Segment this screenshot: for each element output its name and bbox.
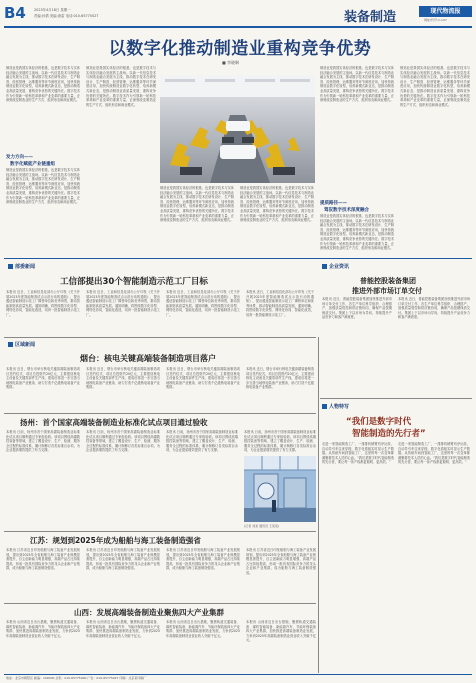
dept-news-label: 部委新闻 [15,264,36,270]
yantai-col-3: 本报讯 近日，烟台市举行核电关键高端装备制造项目签约仪式，项目总投资约20亿元，主要建设核电主设备及关键零部件生产线，建成后将进一步完善当地核电装备产业链条，助力打造千亿级核电装备产业集群。 [166,367,240,390]
yangzhou-col-2: 本报讯 日前，扬州市首个国家高端装备制造业标准化试点项目顺利通过专家组验收。该项目围绕高端数控装备等领域，建立了覆盖设计、生产、检测、服务全过程的标准体系，累计制修订各类标准百余项，为企业提质增效提供了有力支撑。 [86,430,160,453]
square-icon [8,264,13,269]
miit-col-3: 本报讯 近日，工业和信息化部办公厅印发《关于开展2023年度智能制造试点示范行动的通知》，提出遴选智能制造示范工厂揭榜单位和优秀场景，推动智能制造高质量发展。通知明确，将围绕数字化转型、网络化协同、智能化改造，培育一批智能制造示范工厂。 [166,290,240,317]
lead-col-4: 制造业是我国实体经济的根基，也是数字技术与实体经济融合发展的主战场。以新一代信息技术与制造业融合发展为主线，推动数字技术在研发设计、生产制造、经营管理、运维服务等环节深度应用，加快传统制造业数字化转型，培育新模式新业态，是推动制造业高质量发展、重构竞争优势的关键所在。数字技术作为引领新一轮科技革命和产业变革的重要力量，正深刻改变制造业的生产方式、组织形态和商业模式。 [240,186,314,223]
page-number: B4 [4,4,26,22]
enterprise-headline-2: 推进外部市场订单交付 [352,287,422,295]
miit-col-2: 本报讯 近日，工业和信息化部办公厅印发《关于开展2023年度智能制造试点示范行动的通知》，提出遴选智能制造示范工厂揭榜单位和优秀场景，推动智能制造高质量发展。通知明确，将围绕数字化转型、网络化协同、智能化改造，培育一批智能制造示范工厂。 [86,290,160,317]
section-divider [4,258,472,259]
square-icon [8,342,13,347]
section-title: 装备制造 [344,10,397,25]
paper-name: 现代物流报 [430,8,461,15]
profile-col-2: 走进一家智能制造工厂，一排排机械臂有序运转，自动导引车往来穿梭，数字化看板实时显示生产数据。从传统车间到智能工厂，这里的每一次变革都凝聚着技术人员的心血。“我们是数字时代智能制造的先行者，要让每一条产线都更聪明、更高效。” [398,442,470,465]
lead-headline: 以数字化推动制造业重构竞争优势 [108,39,372,59]
miit-headline: 工信部提出30个智能制造示范工厂目标 [60,277,208,287]
people-label: 人物特写 [329,404,350,410]
jiangsu-col-4: 本报讯 江苏省近日印发船舶与海工装备产业发展规划，提出到2025年全省船舶与海工装备产业规模显著提升，自主创新能力明显增强，高端产品占比持续提高，形成一批具有国际竞争力的龙头企业和产业集群，成为船舶与海工装备制造强省。 [246,548,316,575]
yantai-col-1: 本报讯 近日，烟台市举行核电关键高端装备制造项目签约仪式，项目总投资约20亿元，主要建设核电主设备及关键零部件生产线，建成后将进一步完善当地核电装备产业链条，助力打造千亿级核电装备产业集群。 [6,367,80,390]
robot-line-photo [160,75,315,183]
lead-col-5a: 制造业是我国实体经济的根基，也是数字技术与实体经济融合发展的主战场。以新一代信息技术与制造业融合发展为主线，推动数字技术在研发设计、生产制造、经营管理、运维服务等环节深度应用，加快传统制造业数字化转型，培育新模式新业态，是推动制造业高质量发展、重构竞争优势的关键所在。数字技术作为引领新一轮科技革命和产业变革的重要力量，正深刻改变制造业的生产方式、组织形态和商业模式。 [320,66,394,103]
dept-news-tag [8,263,35,270]
lead-col-2: 制造业是我国实体经济的根基，也是数字技术与实体经济融合发展的主战场。以新一代信息技术与制造业融合发展为主线，推动数字技术在研发设计、生产制造、经营管理、运维服务等环节深度应用，加快传统制造业数字化转型，培育新模式新业态，是推动制造业高质量发展、重构竞争优势的关键所在。数字技术作为引领新一轮科技革命和产业变革的重要力量，正深刻改变制造业的生产方式、组织形态和商业模式。 [86,66,156,107]
lead-subhead-2b: 驾驭数字技术深度融合 [324,208,369,213]
profile-headline-2: 智能制造的先行者” [352,429,426,439]
header-meta-2: 责编:孙倩 美编:唐雷 电话:010-65775027 [34,14,99,18]
region-divider [4,337,316,338]
enterprise-headline-1: 普能控股装备集团 [360,277,416,285]
jiangsu-col-3: 本报讯 江苏省近日印发船舶与海工装备产业发展规划，提出到2025年全省船舶与海工装备产业规模显著提升，自主创新能力明显增强，高端产品占比持续提高，形成一批具有国际竞争力的龙头企业和产业集群，成为船舶与海工装备制造强省。 [166,548,240,571]
lead-subhead-1: 发力方向—— [6,155,33,160]
region-news-tag [8,341,35,348]
rule [4,413,316,414]
shanxi-headline: 山西：发展高端装备制造业聚焦四大产业集群 [74,608,224,617]
square-icon [322,264,327,269]
lead-col-1b: 制造业是我国实体经济的根基，也是数字技术与实体经济融合发展的主战场。以新一代信息技术与制造业融合发展为主线，推动数字技术在研发设计、生产制造、经营管理、运维服务等环节深度应用，加快传统制造业数字化转型，培育新模式新业态，是推动制造业高质量发展、重构竞争优势的关键所在。数字技术作为引领新一轮科技革命和产业变革的重要力量，正深刻改变制造业的生产方式、组织形态和商业模式。 [6,168,80,205]
yangzhou-col-1: 本报讯 日前，扬州市首个国家高端装备制造业标准化试点项目顺利通过专家组验收。该项目围绕高端数控装备等领域，建立了覆盖设计、生产、检测、服务全过程的标准体系，累计制修订各类标准百余项，为企业提质增效提供了有力支撑。 [6,430,80,453]
enterprise-news-tag [322,263,349,270]
enterprise-col-1: 本报讯 近日，普能控股装备集团加快推进外部市场订单交付工作，各生产单位科学组织、合理排产，加强质量管控和供应链协同，确保产品按期保质交付。集团上下以市场为导向，持续提升产品竞争力和客户满意度。 [322,297,392,320]
footer-info: 地址：北京市朝阳区 邮编：100000 总机：010-65775000 广告：010-65775027 印刷：北京某印刷厂 [6,676,147,680]
miit-col-4: 本报讯 近日，工业和信息化部办公厅印发《关于开展2023年度智能制造试点示范行动的通知》，提出遴选智能制造示范工厂揭榜单位和优秀场景，推动智能制造高质量发展。通知明确，将围绕数字化转型、网络化协同、智能化改造，培育一批智能制造示范工厂。 [246,290,314,317]
region-news-label: 区域新闻 [15,342,36,348]
shanxi-col-4: 本报讯 山西省近日出台措施，聚焦轨道交通装备、煤机智能装备、新能源汽车、节能环保装备四大产业集群，加快推进高端装备制造业发展，力争到2025年高端装备制造业营业收入突破千亿元。 [246,620,316,643]
header-meta-1: 2023年4月18日 星期一 [34,8,71,12]
yangzhou-headline: 扬州：首个国家高端装备制造业标准化试点项目通过验收 [20,418,208,427]
profile-headline-1: “我们是数字时代 [346,417,412,427]
shanxi-col-2: 本报讯 山西省近日出台措施，聚焦轨道交通装备、煤机智能装备、新能源汽车、节能环保装备四大产业集群，加快推进高端装备制造业发展，力争到2025年高端装备制造业营业收入突破千亿元。 [86,620,160,638]
header-rule [4,26,472,28]
lead-col-3: 制造业是我国实体经济的根基，也是数字技术与实体经济融合发展的主战场。以新一代信息技术与制造业融合发展为主线，推动数字技术在研发设计、生产制造、经营管理、运维服务等环节深度应用，加快传统制造业数字化转型，培育新模式新业态，是推动制造业高质量发展、重构竞争优势的关键所在。数字技术作为引领新一轮科技革命和产业变革的重要力量，正深刻改变制造业的生产方式、组织形态和商业模式。 [160,186,234,223]
miit-col-1: 本报讯 近日，工业和信息化部办公厅印发《关于开展2023年度智能制造试点示范行动的通知》，提出遴选智能制造示范工厂揭榜单位和优秀场景，推动智能制造高质量发展。通知明确，将围绕数字化转型、网络化协同、智能化改造，培育一批智能制造示范工厂。 [6,290,80,317]
issue-info: 网址/代号:1-147 [424,18,447,22]
jiangsu-col-2: 本报讯 江苏省近日印发船舶与海工装备产业发展规划，提出到2025年全省船舶与海工装备产业规模显著提升，自主创新能力明显增强，高端产品占比持续提高，形成一批具有国际竞争力的龙头企业和产业集群，成为船舶与海工装备制造强省。 [86,548,160,571]
yangzhou-col-3: 本报讯 日前，扬州市首个国家高端装备制造业标准化试点项目顺利通过专家组验收。该项目围绕高端数控装备等领域，建立了覆盖设计、生产、检测、服务全过程的标准体系，累计制修订各类标准百余项，为企业提质增效提供了有力支撑。 [166,430,238,453]
yangzhou-col-4a: 本报讯 日前，扬州市首个国家高端装备制造业标准化试点项目顺利通过专家组验收。该项目围绕高端数控装备等领域，建立了覆盖设计、生产、检测、服务全过程的标准体系，累计制修订各类标准百余项，为企业提质增效提供了有力支撑。 [244,430,316,453]
people-tag [322,403,349,410]
lead-subhead-1b: 数字化赋能产业链重组 [10,162,55,167]
masthead [4,4,472,24]
rule [4,531,316,532]
jiangsu-col-1: 本报讯 江苏省近日印发船舶与海工装备产业发展规划，提出到2025年全省船舶与海工装备产业规模显著提升，自主创新能力明显增强，高端产品占比持续提高，形成一批具有国际竞争力的龙头企业和产业集群，成为船舶与海工装备制造强省。 [6,548,80,571]
factory-photo [244,456,316,522]
lead-author: ■ 李晓琳 [222,60,240,65]
footer-rule [4,674,472,675]
rule [4,603,316,604]
lead-col-5b: 制造业是我国实体经济的根基，也是数字技术与实体经济融合发展的主战场。以新一代信息技术与制造业融合发展为主线，推动数字技术在研发设计、生产制造、经营管理、运维服务等环节深度应用，加快传统制造业数字化转型，培育新模式新业态，是推动制造业高质量发展、重构竞争优势的关键所在。数字技术作为引领新一轮科技革命和产业变革的重要力量，正深刻改变制造业的生产方式、组织形态和商业模式。 [320,214,394,251]
enterprise-news-label: 企业资讯 [329,264,350,270]
lead-col-6: 制造业是我国实体经济的根基，也是数字技术与实体经济融合发展的主战场。以新一代信息技术与制造业融合发展为主线，推动数字技术在研发设计、生产制造、经营管理、运维服务等环节深度应用，加快传统制造业数字化转型，培育新模式新业态，是推动制造业高质量发展、重构竞争优势的关键所在。数字技术作为引领新一轮科技革命和产业变革的重要力量，正深刻改变制造业的生产方式、组织形态和商业模式。 [400,66,470,107]
profile-col-1: 走进一家智能制造工厂，一排排机械臂有序运转，自动导引车往来穿梭，数字化看板实时显示生产数据。从传统车间到智能工厂，这里的每一次变革都凝聚着技术人员的心血。“我们是数字时代智能制造的先行者，要让每一条产线都更聪明、更高效。” [322,442,394,465]
yantai-col-2: 本报讯 近日，烟台市举行核电关键高端装备制造项目签约仪式，项目总投资约20亿元，主要建设核电主设备及关键零部件生产线，建成后将进一步完善当地核电装备产业链条，助力打造千亿级核电装备产业集群。 [86,367,160,390]
rule [320,398,472,399]
yantai-headline: 烟台：核电关键高端装备制造项目落户 [80,354,216,363]
factory-caption: (记者 刘某 通讯员 王某某) [244,524,280,528]
vertical-rule [318,337,319,673]
square-icon [322,404,327,409]
enterprise-col-2: 本报讯 近日，普能控股装备集团加快推进外部市场订单交付工作，各生产单位科学组织、合理排产，加强质量管控和供应链协同，确保产品按期保质交付。集团上下以市场为导向，持续提升产品竞争力和客户满意度。 [398,297,470,320]
shanxi-col-3: 本报讯 山西省近日出台措施，聚焦轨道交通装备、煤机智能装备、新能源汽车、节能环保装备四大产业集群，加快推进高端装备制造业发展，力争到2025年高端装备制造业营业收入突破千亿元。 [166,620,240,638]
yantai-col-4: 本报讯 近日，烟台市举行核电关键高端装备制造项目签约仪式，项目总投资约20亿元，主要建设核电主设备及关键零部件生产线，建成后将进一步完善当地核电装备产业链条，助力打造千亿级核电装备产业集群。 [246,367,314,390]
lead-col-1a: 制造业是我国实体经济的根基，也是数字技术与实体经济融合发展的主战场。以新一代信息技术与制造业融合发展为主线，推动数字技术在研发设计、生产制造、经营管理、运维服务等环节深度应用，加快传统制造业数字化转型，培育新模式新业态，是推动制造业高质量发展、重构竞争优势的关键所在。数字技术作为引领新一轮科技革命和产业变革的重要力量，正深刻改变制造业的生产方式、组织形态和商业模式。 [6,66,80,103]
shanxi-col-1: 本报讯 山西省近日出台措施，聚焦轨道交通装备、煤机智能装备、新能源汽车、节能环保装备四大产业集群，加快推进高端装备制造业发展，力争到2025年高端装备制造业营业收入突破千亿元。 [6,620,80,638]
paper-name-badge [419,6,472,17]
jiangsu-headline: 江苏：规划到2025年成为船舶与海工装备制造强省 [30,536,201,545]
lead-subhead-2: 提质路径—— [320,201,347,206]
